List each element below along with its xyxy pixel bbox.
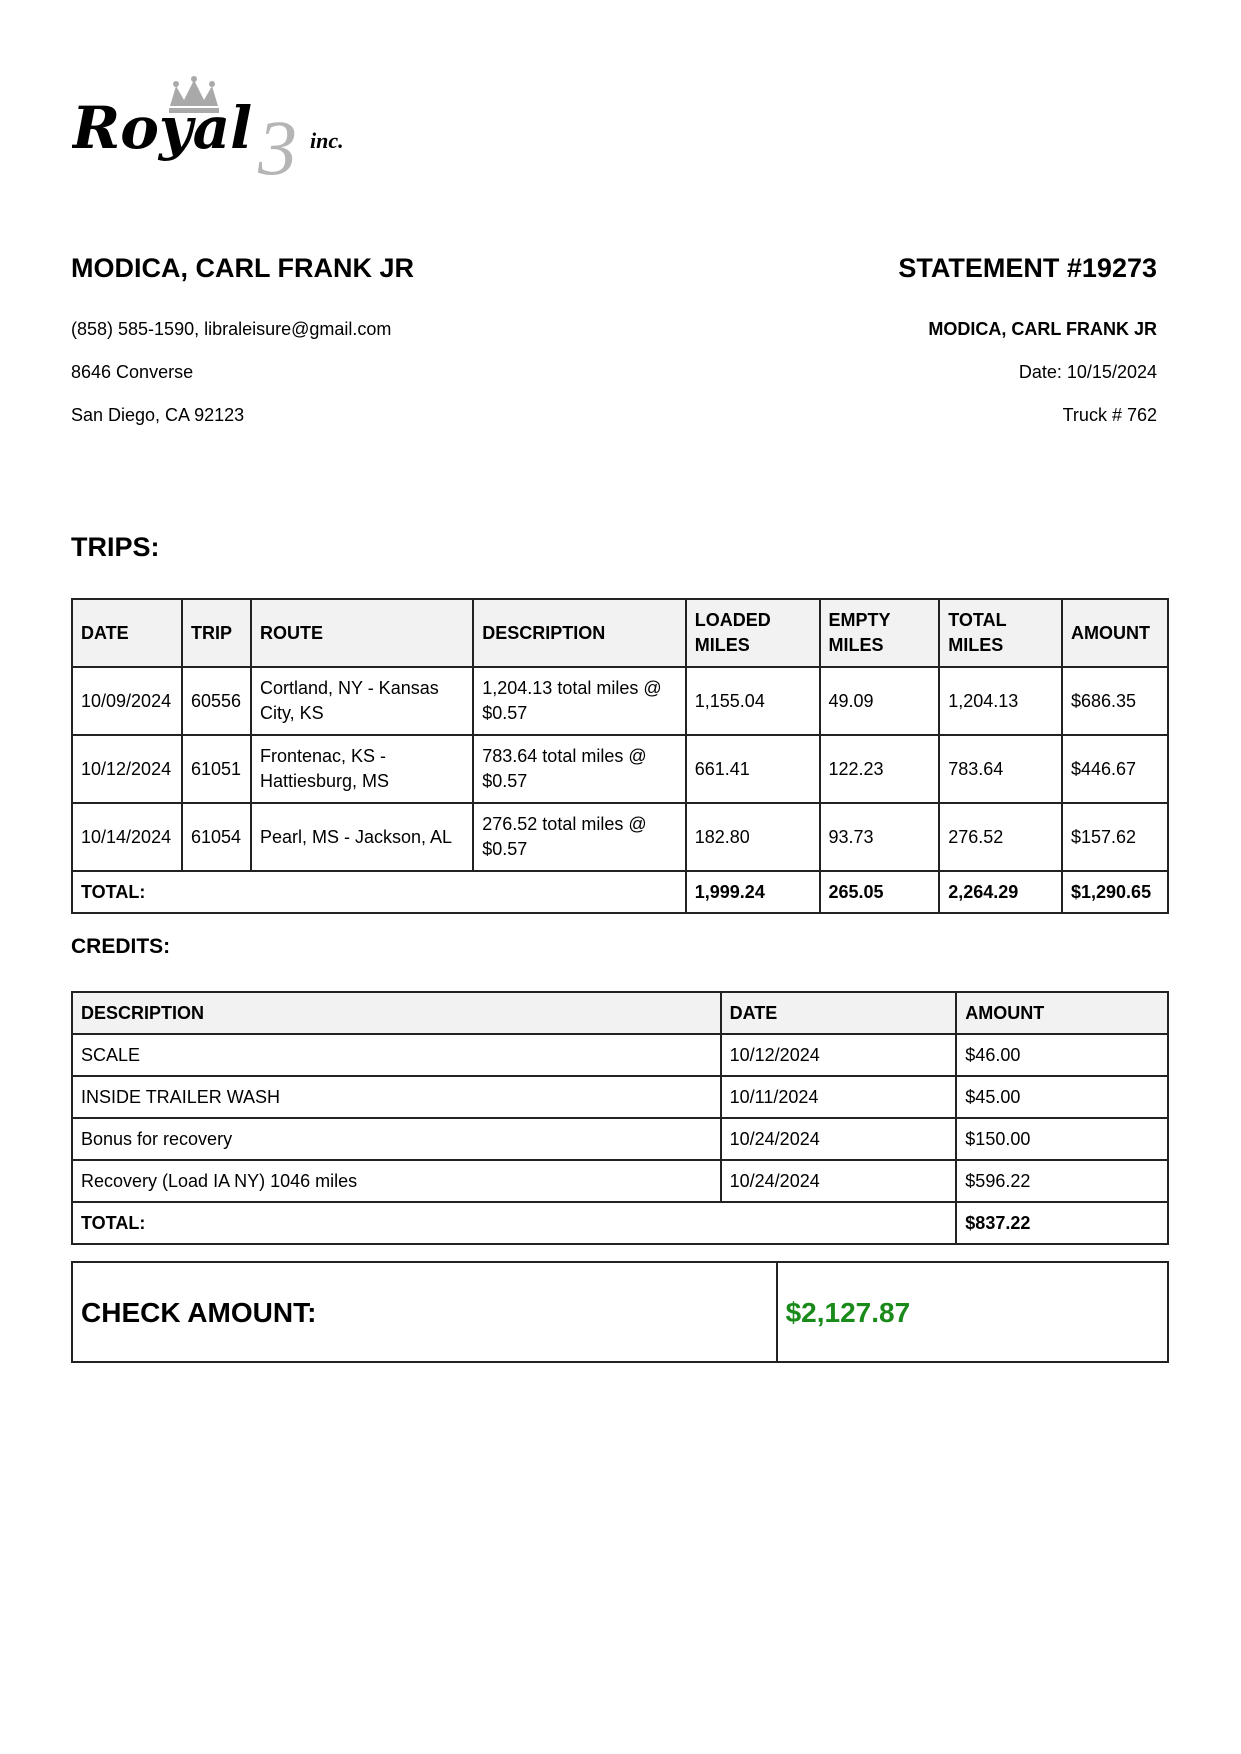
col-description: DESCRIPTION <box>473 599 686 667</box>
trips-total-loaded: 1,999.24 <box>686 871 820 913</box>
trip-loaded-miles: 661.41 <box>686 735 820 803</box>
trip-date: 10/14/2024 <box>72 803 182 871</box>
table-row <box>72 1118 1168 1160</box>
credit-date: 10/24/2024 <box>721 1118 957 1160</box>
credit-description: INSIDE TRAILER WASH <box>72 1076 721 1118</box>
statement-date: Date: 10/15/2024 <box>1018 362 1157 382</box>
col-date: DATE <box>72 599 182 667</box>
trips-total-amount: $1,290.65 <box>1062 871 1168 913</box>
trips-heading: TRIPS: <box>71 532 160 562</box>
trips-total-miles: 2,264.29 <box>939 871 1062 913</box>
trip-empty-miles: 49.09 <box>820 667 940 735</box>
trip-number: 61054 <box>182 803 251 871</box>
credit-date: 10/12/2024 <box>721 1034 957 1076</box>
col-loaded-miles: LOADED MILES <box>686 599 820 667</box>
trip-empty-miles: 93.73 <box>820 803 940 871</box>
driver-contact: (858) 585-1590, libraleisure@gmail.com <box>71 319 392 339</box>
logo-numeral: 3 <box>258 104 297 191</box>
driver-address-line2: San Diego, CA 92123 <box>71 405 245 425</box>
credits-table <box>71 991 1169 1245</box>
col-route: ROUTE <box>251 599 473 667</box>
trip-number: 61051 <box>182 735 251 803</box>
credit-amount: $596.22 <box>956 1160 1168 1202</box>
col-total-miles: TOTAL MILES <box>939 599 1062 667</box>
trip-empty-miles: 122.23 <box>820 735 940 803</box>
logo-word: Royal <box>72 94 253 162</box>
statement-title: STATEMENT #19273 <box>898 253 1157 283</box>
trips-header-row <box>72 599 1168 667</box>
credit-amount: $150.00 <box>956 1118 1168 1160</box>
credit-amount: $46.00 <box>956 1034 1168 1076</box>
table-row <box>72 1160 1168 1202</box>
col-credit-amount: AMOUNT <box>956 992 1168 1034</box>
truck-number: Truck # 762 <box>1062 405 1157 425</box>
trip-loaded-miles: 1,155.04 <box>686 667 820 735</box>
credit-date: 10/24/2024 <box>721 1160 957 1202</box>
table-row <box>72 667 1168 735</box>
statement-name: MODICA, CARL FRANK JR <box>928 319 1157 339</box>
credits-total-amount: $837.22 <box>956 1202 1168 1244</box>
trip-total-miles: 783.64 <box>939 735 1062 803</box>
trip-amount: $157.62 <box>1062 803 1168 871</box>
trips-total-row <box>72 871 1168 913</box>
credits-heading: CREDITS: <box>71 935 171 958</box>
col-credit-description: DESCRIPTION <box>72 992 721 1034</box>
trips-table <box>71 598 1169 914</box>
trips-total-label: TOTAL: <box>72 871 686 913</box>
table-row <box>72 1076 1168 1118</box>
col-credit-date: DATE <box>721 992 957 1034</box>
trip-date: 10/12/2024 <box>72 735 182 803</box>
trip-amount: $686.35 <box>1062 667 1168 735</box>
credit-description: SCALE <box>72 1034 721 1076</box>
trip-total-miles: 276.52 <box>939 803 1062 871</box>
credits-total-row <box>72 1202 1168 1244</box>
driver-info <box>71 250 414 437</box>
trip-amount: $446.67 <box>1062 735 1168 803</box>
credit-amount: $45.00 <box>956 1076 1168 1118</box>
col-amount: AMOUNT <box>1062 599 1168 667</box>
company-logo <box>72 76 392 194</box>
col-empty-miles: EMPTY MILES <box>820 599 940 667</box>
trip-route: Pearl, MS - Jackson, AL <box>251 803 473 871</box>
trips-total-empty: 265.05 <box>820 871 940 913</box>
table-row <box>72 803 1168 871</box>
table-row <box>72 735 1168 803</box>
credit-description: Recovery (Load IA NY) 1046 miles <box>72 1160 721 1202</box>
check-amount-value: $2,127.87 <box>777 1262 1168 1362</box>
check-amount-box <box>71 1261 1169 1363</box>
trip-description: 276.52 total miles @ $0.57 <box>473 803 686 871</box>
credits-total-label: TOTAL: <box>72 1202 956 1244</box>
col-trip: TRIP <box>182 599 251 667</box>
trip-total-miles: 1,204.13 <box>939 667 1062 735</box>
trip-loaded-miles: 182.80 <box>686 803 820 871</box>
trip-date: 10/09/2024 <box>72 667 182 735</box>
trip-route: Frontenac, KS - Hattiesburg, MS <box>251 735 473 803</box>
driver-name: MODICA, CARL FRANK JR <box>71 253 414 283</box>
logo-suffix: inc. <box>310 128 344 153</box>
check-amount-label: CHECK AMOUNT: <box>72 1262 777 1362</box>
driver-address-line1: 8646 Converse <box>71 362 194 382</box>
trip-description: 783.64 total miles @ $0.57 <box>473 735 686 803</box>
credit-date: 10/11/2024 <box>721 1076 957 1118</box>
trip-route: Cortland, NY - Kansas City, KS <box>251 667 473 735</box>
credits-header-row <box>72 992 1168 1034</box>
table-row <box>72 1034 1168 1076</box>
trip-description: 1,204.13 total miles @ $0.57 <box>473 667 686 735</box>
statement-info <box>898 250 1157 437</box>
credit-description: Bonus for recovery <box>72 1118 721 1160</box>
trip-number: 60556 <box>182 667 251 735</box>
